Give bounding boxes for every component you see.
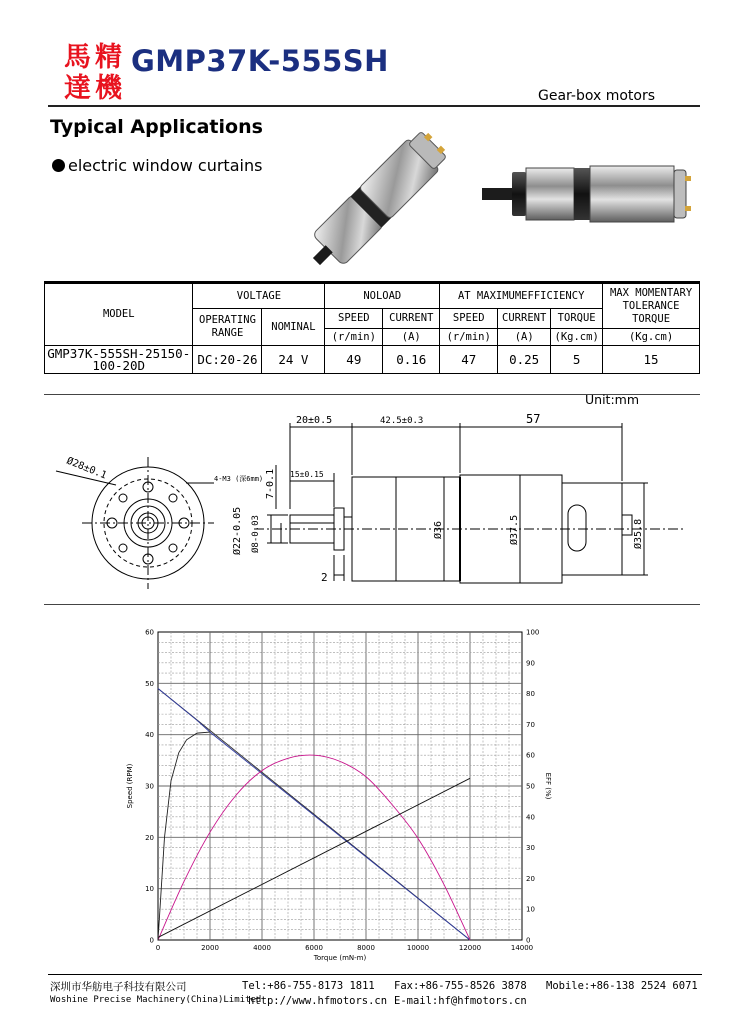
dim-label: 15±0.15 — [290, 470, 324, 479]
unit-amp: (A) — [383, 329, 440, 346]
eff-current-header: CURRENT — [498, 309, 551, 329]
y2-tick-label: 40 — [526, 813, 535, 822]
max-momentary-header: MAX MOMENTARY TOLERANCE TORQUE — [603, 284, 700, 329]
noload-header: NOLOAD — [325, 284, 440, 309]
footer-email[interactable]: E-mail:hf@hfmotors.cn — [394, 995, 527, 1007]
row-model: GMP37K-555SH-25150-100-20D — [45, 346, 193, 374]
product-category: Gear-box motors — [538, 88, 656, 104]
application-item — [52, 156, 262, 175]
unit-rpm: (r/min) — [325, 329, 383, 346]
application-label: electric window curtains — [68, 156, 263, 175]
y2-tick-label: 70 — [526, 720, 535, 729]
footer-website[interactable]: http://www.hfmotors.cn — [248, 995, 388, 1007]
dim-label: Ø22-0.05 — [232, 506, 243, 555]
logo-char: 精 — [95, 42, 122, 73]
y2-tick-label: 30 — [526, 844, 535, 853]
voltage-header: VOLTAGE — [193, 284, 325, 309]
operating-range-header: OPERATING RANGE — [193, 309, 262, 346]
company-logo — [62, 42, 124, 104]
dim-label: Ø37.5 — [509, 514, 520, 545]
unit-kgcm: (Kg.cm) — [551, 329, 603, 346]
x-tick-label: 12000 — [458, 944, 482, 952]
bullet-icon — [52, 159, 65, 172]
chart-top-divider — [44, 604, 700, 605]
row-noload-current: 0.16 — [383, 346, 440, 374]
spec-table — [44, 283, 700, 374]
y-tick-label: 0 — [149, 936, 154, 945]
model-header: MODEL — [45, 284, 193, 346]
y-tick-label: 10 — [145, 885, 154, 894]
x-tick-label: 2000 — [201, 944, 219, 952]
unit-amp: (A) — [498, 329, 551, 346]
dim-label: 4-M3 (深6mm) — [214, 475, 264, 483]
y-axis-label: Speed (RPM) — [126, 763, 134, 809]
y-tick-label: 20 — [145, 833, 154, 842]
dim-label: 2 — [321, 571, 328, 584]
x-tick-label: 0 — [155, 944, 161, 952]
logo-char: 機 — [95, 73, 122, 104]
chart-ticks — [145, 629, 539, 953]
dim-label: Ø8-0.03 — [251, 515, 261, 553]
nominal-header: NOMINAL — [262, 309, 325, 346]
logo-char: 達 — [64, 73, 91, 104]
y-tick-label: 60 — [145, 628, 154, 637]
x-axis-label: Torque (mN-m) — [313, 954, 367, 962]
noload-speed-header: SPEED — [325, 309, 383, 329]
dim-label: Ø28±0.1 — [64, 455, 109, 482]
dim-label: 57 — [526, 412, 541, 426]
y2-tick-label: 0 — [526, 936, 531, 945]
noload-current-header: CURRENT — [383, 309, 440, 329]
unit-kgcm: (Kg.cm) — [603, 329, 700, 346]
footer-mobile: Mobile:+86-138 2524 6071 — [546, 980, 698, 992]
y2-tick-label: 60 — [526, 751, 535, 760]
company-name-en: Woshine Precise Machinery(China)Limited — [50, 995, 262, 1005]
y2-tick-label: 20 — [526, 874, 535, 883]
performance-chart — [100, 622, 560, 964]
dim-label: 20±0.5 — [296, 415, 333, 426]
y2-tick-label: 100 — [526, 628, 540, 637]
motor-photo-angled — [310, 108, 470, 268]
x-tick-label: 4000 — [253, 944, 271, 952]
company-name-cn: 深圳市华舫电子科技有限公司 — [50, 981, 187, 993]
row-eff-speed: 47 — [440, 346, 498, 374]
footer-tel: Tel:+86-755-8173 1811 — [242, 980, 375, 992]
logo-char: 馬 — [64, 42, 91, 73]
unit-label: Unit:mm — [585, 392, 640, 407]
y2-tick-label: 50 — [526, 782, 535, 791]
header-divider — [48, 105, 700, 107]
max-efficiency-header: AT MAXIMUMEFFICIENCY — [440, 284, 603, 309]
y2-tick-label: 80 — [526, 690, 535, 699]
x-tick-label: 10000 — [406, 944, 430, 952]
row-noload-speed: 49 — [325, 346, 383, 374]
technical-drawing — [44, 405, 700, 601]
row-operating-range: DC:20-26 — [193, 346, 262, 374]
x-tick-label: 8000 — [357, 944, 375, 952]
unit-rpm: (r/min) — [440, 329, 498, 346]
dim-label: Ø35.8 — [633, 518, 644, 549]
y-tick-label: 50 — [145, 679, 154, 688]
x-tick-label: 6000 — [305, 944, 323, 952]
footer-divider — [48, 974, 702, 975]
y-tick-label: 30 — [145, 782, 154, 791]
eff-speed-header: SPEED — [440, 309, 498, 329]
x-tick-label: 14000 — [510, 944, 534, 952]
eff-torque-header: TORQUE — [551, 309, 603, 329]
row-nominal: 24 V — [262, 346, 325, 374]
chart-grid — [158, 632, 522, 940]
y2-tick-label: 10 — [526, 905, 535, 914]
y2-tick-label: 90 — [526, 659, 535, 668]
dim-label: 7-0.1 — [265, 468, 276, 499]
motor-photo-side — [482, 150, 702, 240]
row-eff-current: 0.25 — [498, 346, 551, 374]
footer-fax: Fax:+86-755-8526 3878 — [394, 980, 527, 992]
applications-title: Typical Applications — [50, 116, 263, 138]
y2-axis-label: EFF (%) — [544, 772, 552, 800]
dim-label: 42.5±0.3 — [380, 416, 424, 426]
model-title: GMP37K-555SH — [131, 44, 389, 78]
y-tick-label: 40 — [145, 731, 154, 740]
dim-label: Ø36 — [433, 520, 444, 539]
row-eff-torque: 5 — [551, 346, 603, 374]
row-max-torque: 15 — [603, 346, 700, 374]
